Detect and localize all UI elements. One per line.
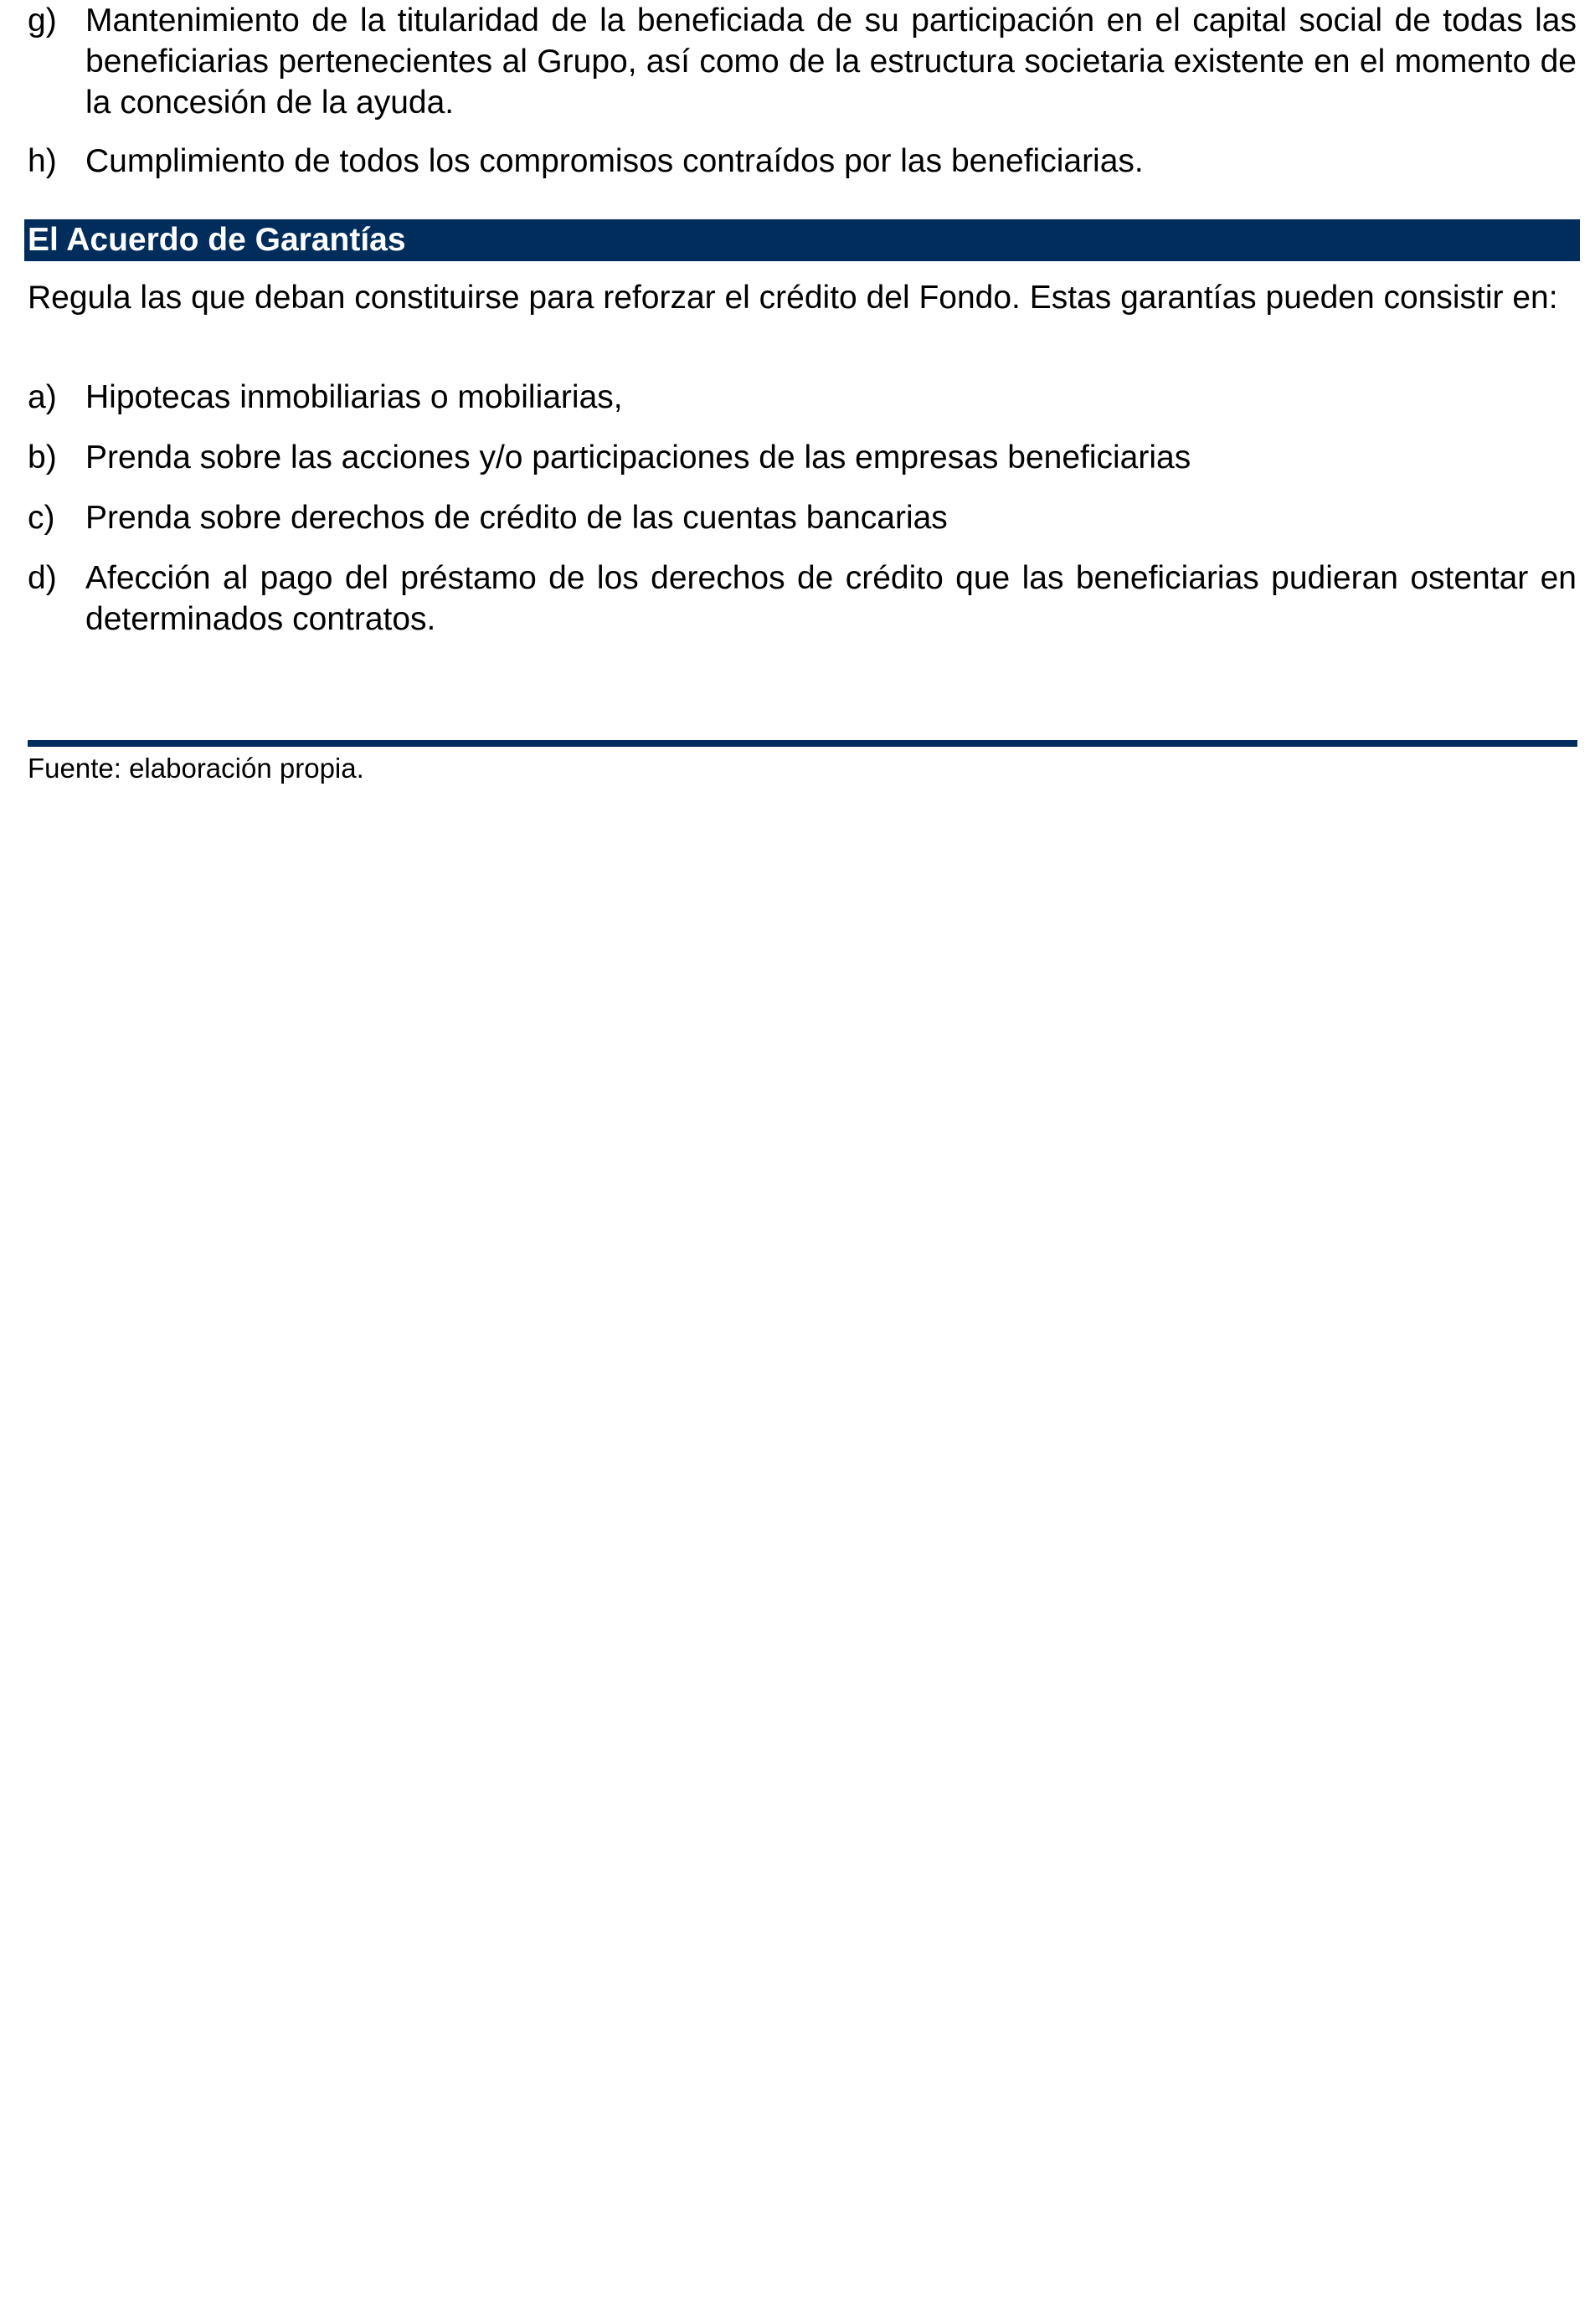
list-marker: a) bbox=[28, 379, 57, 415]
section-header bbox=[24, 219, 1580, 261]
list-item-h bbox=[28, 141, 1577, 182]
section-intro: Regula las que deban constituirse para reforzar el crédito del Fondo. Estas garantías pueden consistir en: bbox=[28, 280, 1558, 316]
list-item-d bbox=[28, 558, 1577, 640]
list-item-text: Afección al pago del préstamo de los derechos de crédito que las beneficiarias pudieran ostentar en determinados contratos. bbox=[85, 560, 1577, 637]
list-marker: b) bbox=[28, 440, 57, 476]
list-marker: c) bbox=[28, 500, 55, 536]
divider-rule bbox=[28, 740, 1577, 747]
list-item-a bbox=[28, 377, 1577, 418]
list-item-text: Hipotecas inmobiliarias o mobiliarias, bbox=[85, 379, 623, 415]
list-marker: g) bbox=[28, 3, 57, 39]
list-item-text: Mantenimiento de la titularidad de la beneficiada de su participación en el capital social de todas las beneficiarias pertenecientes al Grupo, así como de la estructura societaria existente en el momento de la concesión de la ayuda. bbox=[85, 3, 1577, 121]
list-item-text: Prenda sobre derechos de crédito de las cuentas bancarias bbox=[85, 500, 948, 536]
list-item-g bbox=[28, 0, 1577, 123]
list-item-text: Cumplimiento de todos los compromisos contraídos por las beneficiarias. bbox=[85, 143, 1144, 179]
list-item-c bbox=[28, 497, 1577, 538]
section-title: El Acuerdo de Garantías bbox=[28, 222, 406, 258]
list-marker: d) bbox=[28, 560, 57, 596]
list-item-text: Prenda sobre las acciones y/o participaciones de las empresas beneficiarias bbox=[85, 440, 1191, 476]
list-item-b bbox=[28, 437, 1577, 478]
source-note: Fuente: elaboración propia. bbox=[28, 753, 364, 784]
list-marker: h) bbox=[28, 143, 57, 179]
